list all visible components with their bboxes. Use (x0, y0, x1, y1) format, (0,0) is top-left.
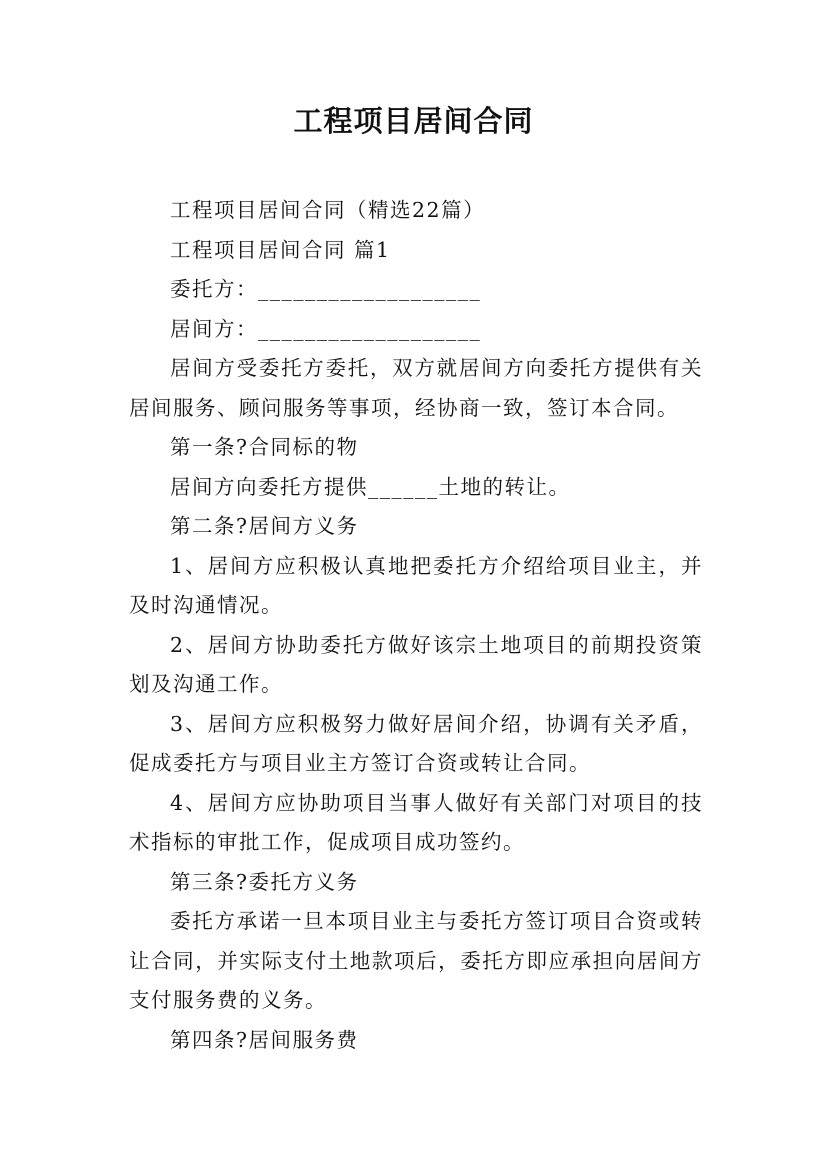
article-2-item-1: 1、居间方应积极认真地把委托方介绍给项目业主，并及时沟通情况。 (129, 553, 703, 617)
paragraph-intermediary: 居间方：___________________ (170, 316, 482, 341)
article-2-heading: 第二条?居间方义务 (170, 514, 359, 538)
document-title: 工程项目居间合同 (293, 104, 534, 138)
paragraph-part-heading: 工程项目居间合同 篇1 (170, 237, 391, 262)
article-2-item-4: 4、居间方应协助项目当事人做好有关部门对项目的技术指标的审批工作，促成项目成功签约。 (129, 790, 703, 854)
article-1-heading: 第一条?合同标的物 (170, 435, 359, 459)
paragraph-client: 委托方：___________________ (170, 277, 482, 301)
document-body (129, 191, 703, 1060)
paragraph-preamble: 居间方受委托方委托，双方就居间方向委托方提供有关居间服务、顾问服务等事项，经协商一致，签订本合同。 (129, 356, 703, 420)
article-3-text: 委托方承诺一旦本项目业主与委托方签订项目合资或转让合同，并实际支付土地款项后，委托方即应承担向居间方支付服务费的义务。 (129, 909, 703, 1012)
article-2-item-2: 2、居间方协助委托方做好该宗土地项目的前期投资策划及沟通工作。 (129, 632, 703, 696)
paragraph-subtitle: 工程项目居间合同（精选22篇） (170, 198, 486, 222)
article-4-heading: 第四条?居间服务费 (170, 1027, 359, 1052)
article-3-heading: 第三条?委托方义务 (170, 869, 359, 894)
article-1-text: 居间方向委托方提供______土地的转让。 (170, 474, 571, 499)
article-2-item-3: 3、居间方应积极努力做好居间介绍，协调有关矛盾，促成委托方与项目业主方签订合资或转让合同。 (129, 711, 703, 775)
